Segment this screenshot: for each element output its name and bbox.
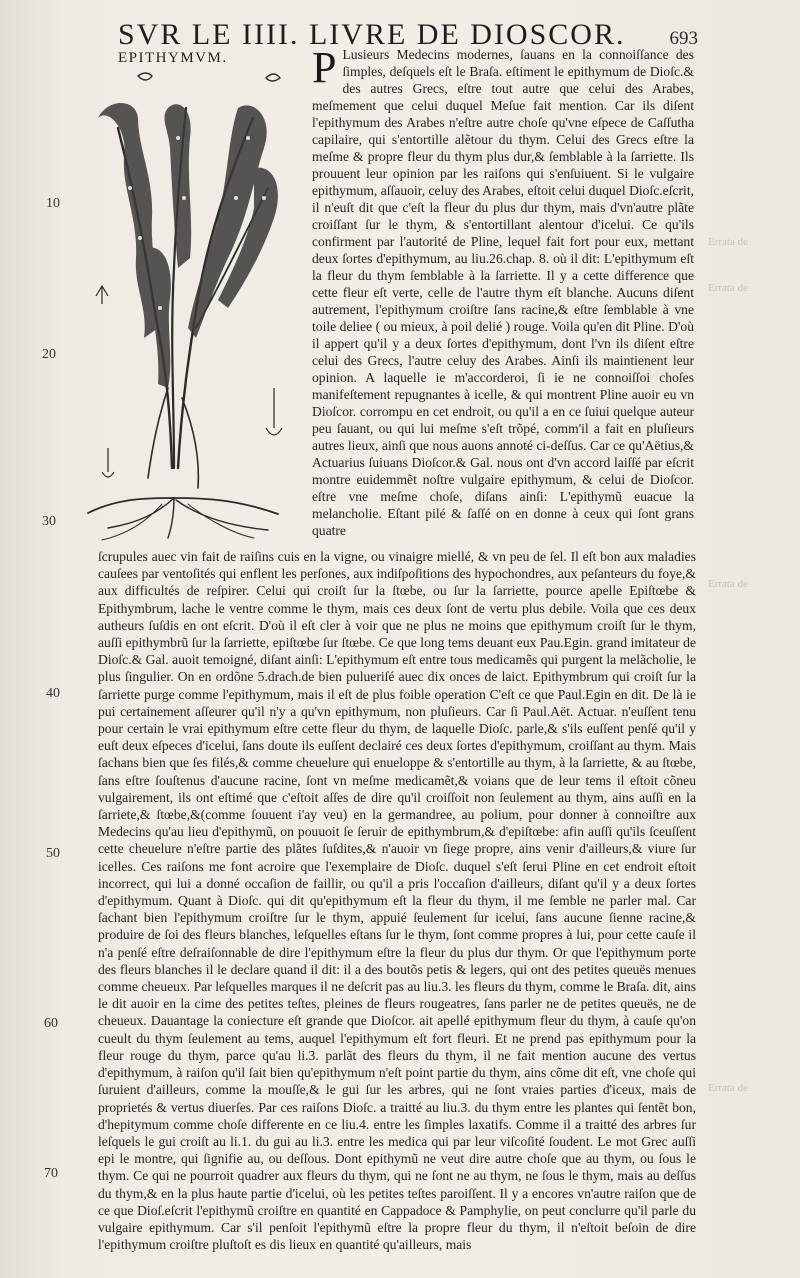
paragraph-beside-illustration <box>312 46 694 548</box>
line-number-30: 30 <box>42 514 56 529</box>
line-number-40: 40 <box>46 686 60 701</box>
line-number-50: 50 <box>46 846 60 861</box>
line-number-60: 60 <box>44 1016 58 1031</box>
running-title: SVR LE IIII. LIVRE DE DIOSCOR. <box>118 18 626 51</box>
epithymum-plant-illustration <box>78 68 310 546</box>
bleed-through-note: Errata de <box>708 236 748 248</box>
page-number: 693 <box>669 28 698 49</box>
plant-caption: EPITHYMVM. <box>118 50 228 66</box>
line-number-10: 10 <box>46 196 60 211</box>
bleed-through-note: Errata de <box>708 282 748 294</box>
drop-cap: P <box>312 46 337 92</box>
line-number-20: 20 <box>42 347 56 362</box>
paragraph-right-text: Lusieurs Medecins modernes, ſauans en la connoiſſance des ſimples, deſquels eſt le Braſa. eſtiment le epithymum de Dioſc.& des autres Grecs, eſtre tout autre que celui des Arabes, meſmement que celui duquel Meſue fait mention. Car ils diſent l'epithymum des Arabes n'eſtre autre choſe qu'vne eſpece de Caſſutha capilaire, qui s'entortille alẽtour du thym. Celui des Grecs eſtre la meſme & propre fleur du thym plus dur,& ſemblable à la ſarriette. Ils prouuent leur opinion par les raiſons qui s'enſuiuent. Si le vulgaire epithymum, aſſauoir, celuy des Arabes, eſtoit celui duquel Dioſc.eſcrit, il n'euſt dit que c'eſt la fleur du plus dur thym, mais d'vn'autre plãte croiſſant ſur le thym, & s'entortillant alentour d'icelui. Ce qu'ils confirment par l'autorité de Pline, lequel fait fort pour eux, mettant deux ſortes d'epithymum, au liu.26.chap. 8. où il dit: L'epithymum eſt la fleur du thym ſemblable à la ſarriette. Il y a cette difference que cette fleur eſt verte, celle de l'autre thym eſt blanche. Aucuns diſent autrement, l'epithymum croiſtre ſans racine,& eſtre ſemblable à vne toile deliee ( ou mieux, à poil delié ) rouge. Voila qu'en dit Pline. D'où il appert qu'il y a deux ſortes d'epithymum, dont l'vn ils diſent eſtre celui des Grecs, l'autre celuy des Arabes. Ainſi ils maintienent leur opinion. A laquelle ie m'accorderoi, ſi ie ne connoiſſoi choſes manifeſtement repugnantes à icelle, & qui montrent Pline auoir eu vn Dioſcor. corrompu en cet endroit, ou qu'il a en ce ſuiui quelque auteur peu ſauant, ou qui lui meſme s'eſt trõpé, comm'il a fait en pluſieurs autres lieux, ainſi que nous auons annoté ci-deſſus. Car ce qu'Aëtius,& Actuarius ſuiuans Dioſcor.& Gal. nous ont d'vn accord laiſſé par eſcrit montre euidemmẽt noſtre vulgaire epithymum, & celui de Dioſcor. eſtre vne meſme choſe, diſans ainſi: L'epithymũ euacue la melancholie. Eſtant pilé & ſaſſé on en donne à ceux qui ſont grans quatre <box>312 47 694 538</box>
main-paragraph: ſcrupules auec vin fait de raiſins cuis en la vigne, ou vinaigre miellé, & vn peu de ſel. Il eſt bon aux maladies cauſees par ventoſités qui enflent les perſones, aux indiſpoſitions des hypochondres, aux peſanteurs du foye,& aux difficultés de reſpirer. Celui qui croiſt ſur la ſtœbe, ou ſur la ſarriette, pource apelle Epiſtœbe & Epithymbrum, lache le ventre comme le thym, mais ces deux ſont de vertu plus debile. Voila que ces deux autheurs ſuſdis en ont eſcrit. D'où il eſt cler à voir que ne plus ne moins que epithymum croiſt ſur le thym, auſſi epithymbrũ ſur la ſarriette, epiſtœbe ſur ſtœbe. Ce que long tems deuant eux Pau.Egin. grand imitateur de Dioſc.& Gal. auoit temoigné, diſant ainſi: L'epithymum eſt entre tous medicamẽs qui purgent la melãcholie, le plus ſingulier. On en ordõne 5.drach.de bien pulueriſé auec dix onces de laict. Epithymbrum qui croiſt ſur la ſarriette purge comme l'epithymum, mais il eſt de plus foible operation C'eſt ce que Paul.Egin en dit. De là ie pui certainement aſſeurer qu'il n'y a qu'vn epithymum, non pluſieurs. Car ſi Paul.Aët. Actuar. n'euſſent tenu pour certain le vrai epithymum eſtre cette fleur du thym, de laquelle Dioſc. parle,& s'ils euſſent penſé qu'il y euſt deux eſpeces d'icelui, ſans doute ils euſſent declairé ces deux ſortes d'epithymum, croiſſant au thym. Mais ſachans bien que ſes filés,& comme cheuelure qui enueloppe & s'entortille au thym, à la ſarriette, & au ſtœbe, ſans eſtre ſouſtenus d'aucune racine, ſont vn meſme medicamẽt,& voians que de leur tems il eſtoit cõneu vulgairement, ils ont eſtimé que c'eſtoit aſſes de dire qu'il croiſſoit non ſeulement au thym, ains auſſi en la ſarriete,& ſtœbe,&(comme ſouuent i'ay veu) en la germandree, au polium, pour donner à connoiſtre aux Medecins qu'au lieu d'epithymũ, on pouuoit ſe ſeruir de epithymbrum,& d'epiſtœbe: afin auſſi qu'ils ſceuſſent cette cheuelure n'eſtre partie des plãtes ſuſdites,& n'auoir vn ſiege propre, ains venir d'ailleurs,& viure ſur icelles. Ces raiſons me font acroire que l'exemplaire de Dioſc. duquel s'eſt ſerui Pline en cet endroit eſtoit incorrect, qui lui a donné occaſion de faillir, ou qu'il a pris l'occaſion d'ailleurs, diſant qu'il y a deux ſortes d'epithymum. Quant à Dioſc. qui dit qu'epithymum eſt la fleur du thym, il me ſemble ne parler mal. Car ſachant bien l'epithymum croiſtre ſur le thym, appuié ſeulement ſur icelui, ſans aucune ſienne racine,& produire de ſoi des fleurs blanches, leſquelles eſtans ſur le thym, ſont comme propres à lui, pour cette cauſe il n'a penſé eſtre deſraiſonnable de dire l'epithymum eſtre la fleur du plus dur thym. Or que l'epithymum porte des fleurs blanches il le declare quand il dit: il a des boutõs petis & legers, qui ont des petites queuës menues comme cheueux. Par leſquelles marques il ne deſcrit pas au liu.3. les fleurs du thym, comme le Braſa. dit, ains le dit auoir en la cime des petites teſtes, pleines de fleurs rougeatres, ſans parler ne de petites queuës, ne de cheueux. Dauantage la coniecture eſt grande que Dioſcor. ait apellé epithymum fleur du thym, à cauſe qu'on cueult du thym ſeulement au tems, auquel l'epithymum eſt fort fleuri. Et ne prend pas epithymum pour la fleur rouge du thym, parce qu'au li.3. parlãt des fleurs du thym, il ne fait mention aucune des vertus d'epithymum, à raiſon qu'il ſait bien qu'epithymum n'eſt point partie du thym, ains cõme dit eſt, vne choſe qui ſuruient d'ailleurs, comme la mouſſe,& le gui ſur les arbres, qui ne ſont vraies parties d'iceux, mais de proprietés & vertus diuerſes. Par ces raiſons Dioſc. a traitté au liu.3. du thym entre les plantes qui ſentẽt bon, d'hepitymum comme choſe differente en ce liu.4. entre les ſimples laxatifs. Comme il a traitté des arbres ſur leſquels le gui croiſt au li.1. du gui au li.3. entre les medica qui par leur viſcoſité ſoudent. Le mot Grec auſſi epi le montre, qui ſignifie au, ou deſſous. Dont epithymũ ne veut dire autre choſe que au thym, ou ſous le thym. Ce qui ne pourroit quadrer aux fleurs du thym, qui ne ſont ne au thym, ne ſous le thym, mais au deſſus du thym,& en la plus haute partie d'icelui, où les petites teſtes paroiſſent. Il y a encores vn'autre raiſon que de ce que Dioſ.eſcrit l'epithymũ croiſtre en quantité en Cappadoce & Pamphylie, on peut conclurre qu'il parle du vulgaire epithymum. Car s'il penſoit l'epithymũ eſtre la propre fleur du thym, il n'eſtoit beſoin de dire l'epithymum croiſtre pluſtoſt es dis lieux en quantité qu'ailleurs, mais <box>98 549 696 1253</box>
bleed-through-note: Errata de <box>708 578 748 590</box>
line-number-70: 70 <box>44 1166 58 1181</box>
bleed-through-note: Errata de <box>708 1082 748 1094</box>
